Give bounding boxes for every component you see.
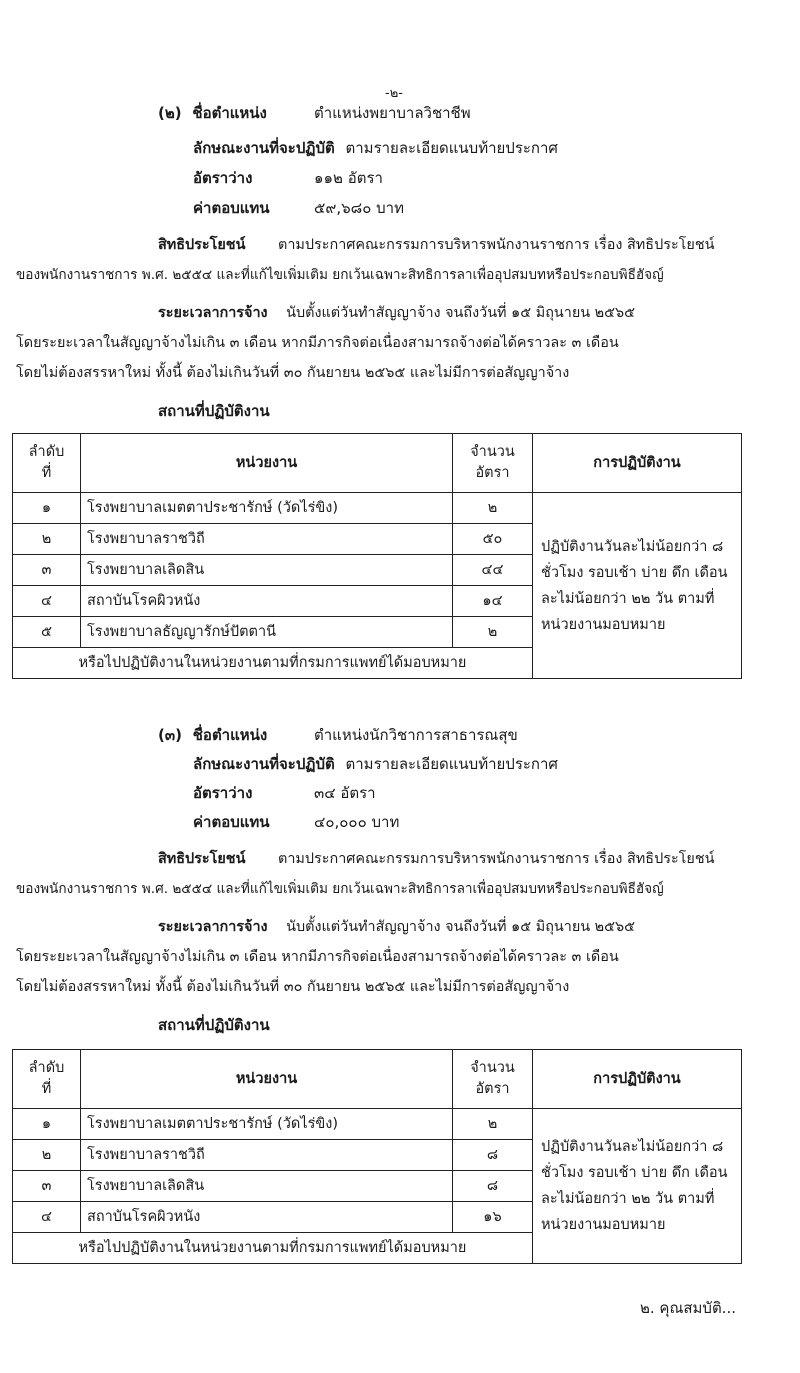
header-count: จำนวน อัตรา <box>453 1050 533 1109</box>
position-name-value: ตำแหน่งพยาบาลวิชาชีพ <box>314 104 471 122</box>
benefit-line-1: ตามประกาศคณะกรรมการบริหารพนักงานราชการ เรื่อง สิทธิประโยชน์ <box>278 237 715 253</box>
cell-work: ปฏิบัติงานวันละไม่น้อยกว่า ๘ ชั่วโมง รอบเช้า บ่าย ดึก เดือนละไม่น้อยกว่า ๒๒ วัน ตามที่หน่วยงานมอบหมาย <box>533 493 742 679</box>
cell-unit: สถาบันโรคผิวหนัง <box>81 586 453 617</box>
header-work: การปฏิบัติงาน <box>533 1050 742 1109</box>
benefit-line-2: ของพนักงานราชการ พ.ศ. ๒๕๕๔ และที่แก้ไขเพิ่มเติม ยกเว้นเฉพาะสิทธิการลาเพื่ออุปสมบทหรือประกอบพิธีฮัจญ์ <box>16 881 664 897</box>
cell-count: ๔๔ <box>453 555 533 586</box>
position-number: (๓) <box>158 726 182 744</box>
location-heading: สถานที่ปฏิบัติงาน <box>158 1016 270 1034</box>
position-name-label: ชื่อตำแหน่ง <box>192 104 267 122</box>
vacancy-label: อัตราว่าง <box>193 169 253 187</box>
cell-order: ๒ <box>13 524 81 555</box>
duty-value: ตามรายละเอียดแนบท้ายประกาศ <box>345 139 558 157</box>
vacancy-label: อัตราว่าง <box>193 784 253 802</box>
cell-count: ๑๔ <box>453 586 533 617</box>
period-line-1: นับตั้งแต่วันทำสัญญาจ้าง จนถึงวันที่ ๑๕ มิถุนายน ๒๕๖๕ <box>286 305 636 321</box>
vacancy-row <box>193 168 383 188</box>
header-count: จำนวน อัตรา <box>453 434 533 493</box>
period-label: ระยะเวลาการจ้าง <box>158 919 268 935</box>
duty-row <box>193 138 558 158</box>
cell-count: ๒ <box>453 617 533 648</box>
vacancy-row <box>193 783 376 803</box>
position-name-row <box>158 725 518 745</box>
pay-row <box>193 198 404 218</box>
cell-count: ๘ <box>453 1171 533 1202</box>
duty-row <box>193 754 558 774</box>
header-order: ลำดับ ที่ <box>13 1050 81 1109</box>
cell-footer: หรือไปปฏิบัติงานในหน่วยงานตามที่กรมการแพทย์ได้มอบหมาย <box>13 1233 533 1264</box>
pay-value: ๕๙,๖๘๐ บาท <box>314 199 404 217</box>
table-row <box>13 493 742 524</box>
benefit-line-1: ตามประกาศคณะกรรมการบริหารพนักงานราชการ เรื่อง สิทธิประโยชน์ <box>278 851 715 867</box>
table-header-row <box>13 1050 742 1109</box>
duty-value: ตามรายละเอียดแนบท้ายประกาศ <box>345 755 558 773</box>
period-line-3: โดยไม่ต้องสรรหาใหม่ ทั้งนี้ ต้องไม่เกินวันที่ ๓๐ กันยายน ๒๕๖๕ และไม่มีการต่อสัญญาจ้าง <box>16 979 570 995</box>
table-header-row <box>13 434 742 493</box>
pay-label: ค่าตอบแทน <box>193 199 270 217</box>
cell-unit: โรงพยาบาลเลิดสิน <box>81 1171 453 1202</box>
cell-order: ๑ <box>13 1109 81 1140</box>
cell-order: ๒ <box>13 1140 81 1171</box>
cell-count: ๒ <box>453 1109 533 1140</box>
header-unit: หน่วยงาน <box>81 1050 453 1109</box>
cell-unit: โรงพยาบาลราชวิถี <box>81 1140 453 1171</box>
period-line-2: โดยระยะเวลาในสัญญาจ้างไม่เกิน ๓ เดือน หากมีภารกิจต่อเนื่องสามารถจ้างต่อได้คราวละ ๓ เดือน <box>16 949 619 965</box>
cell-unit: โรงพยาบาลเมตตาประชารักษ์ (วัดไร่ขิง) <box>81 493 453 524</box>
location-heading: สถานที่ปฏิบัติงาน <box>158 402 270 420</box>
cell-unit: โรงพยาบาลราชวิถี <box>81 524 453 555</box>
period-line-1: นับตั้งแต่วันทำสัญญาจ้าง จนถึงวันที่ ๑๕ มิถุนายน ๒๕๖๕ <box>286 919 636 935</box>
cell-unit: โรงพยาบาลธัญญารักษ์ปัตตานี <box>81 617 453 648</box>
period-line-2: โดยระยะเวลาในสัญญาจ้างไม่เกิน ๓ เดือน หากมีภารกิจต่อเนื่องสามารถจ้างต่อได้คราวละ ๓ เดือน <box>16 335 619 351</box>
benefit-paragraph <box>16 849 784 899</box>
position-number: (๒) <box>158 104 182 122</box>
header-unit: หน่วยงาน <box>81 434 453 493</box>
location-table <box>12 433 742 679</box>
position-name-label: ชื่อตำแหน่ง <box>192 726 268 744</box>
duty-label: ลักษณะงานที่จะปฏิบัติ <box>193 755 335 773</box>
cell-unit: โรงพยาบาลเมตตาประชารักษ์ (วัดไร่ขิง) <box>81 1109 453 1140</box>
cell-footer: หรือไปปฏิบัติงานในหน่วยงานตามที่กรมการแพทย์ได้มอบหมาย <box>13 648 533 679</box>
cell-order: ๓ <box>13 555 81 586</box>
duty-label: ลักษณะงานที่จะปฏิบัติ <box>193 139 335 157</box>
table-row <box>13 1109 742 1140</box>
benefit-label: สิทธิประโยชน์ <box>158 237 246 253</box>
position-name-row <box>158 103 471 123</box>
cell-order: ๓ <box>13 1171 81 1202</box>
period-label: ระยะเวลาการจ้าง <box>158 305 268 321</box>
cell-count: ๑๖ <box>453 1202 533 1233</box>
pay-row <box>193 812 400 832</box>
header-work: การปฏิบัติงาน <box>533 434 742 493</box>
benefit-line-2: ของพนักงานราชการ พ.ศ. ๒๕๕๔ และที่แก้ไขเพิ่มเติม ยกเว้นเฉพาะสิทธิการลาเพื่ออุปสมบทหรือประกอบพิธีฮัจญ์ <box>16 267 664 283</box>
cell-order: ๔ <box>13 1202 81 1233</box>
cell-order: ๔ <box>13 586 81 617</box>
continuation-text: ๒. คุณสมบัติ... <box>640 1299 736 1317</box>
cell-unit: สถาบันโรคผิวหนัง <box>81 1202 453 1233</box>
vacancy-value: ๓๔ อัตรา <box>314 784 376 802</box>
benefit-label: สิทธิประโยชน์ <box>158 851 246 867</box>
location-table <box>12 1049 742 1264</box>
header-order: ลำดับ ที่ <box>13 434 81 493</box>
pay-value: ๔๐,๐๐๐ บาท <box>314 813 400 831</box>
period-paragraph <box>16 303 784 383</box>
cell-unit: โรงพยาบาลเลิดสิน <box>81 555 453 586</box>
period-paragraph <box>16 917 784 997</box>
vacancy-value: ๑๑๒ อัตรา <box>314 169 383 187</box>
cell-count: ๕๐ <box>453 524 533 555</box>
cell-count: ๒ <box>453 493 533 524</box>
cell-order: ๕ <box>13 617 81 648</box>
cell-work: ปฏิบัติงานวันละไม่น้อยกว่า ๘ ชั่วโมง รอบเช้า บ่าย ดึก เดือนละไม่น้อยกว่า ๒๒ วัน ตามที่หน่วยงานมอบหมาย <box>533 1109 742 1264</box>
cell-order: ๑ <box>13 493 81 524</box>
cell-count: ๘ <box>453 1140 533 1171</box>
position-name-value: ตำแหน่งนักวิชาการสาธารณสุข <box>314 726 518 744</box>
pay-label: ค่าตอบแทน <box>193 813 270 831</box>
benefit-paragraph <box>16 235 784 285</box>
period-line-3: โดยไม่ต้องสรรหาใหม่ ทั้งนี้ ต้องไม่เกินวันที่ ๓๐ กันยายน ๒๕๖๕ และไม่มีการต่อสัญญาจ้าง <box>16 365 570 381</box>
page-number: -๒- <box>385 86 403 101</box>
